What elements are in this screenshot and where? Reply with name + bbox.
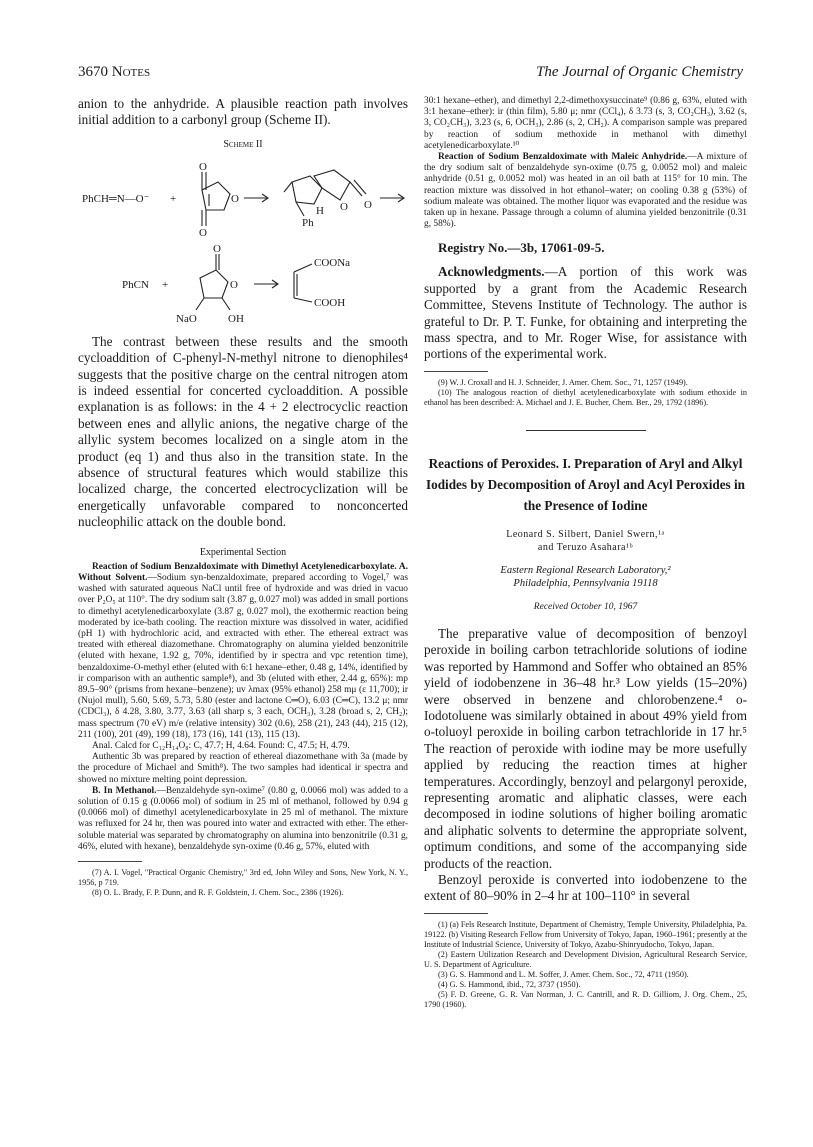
affiliation: Eastern Regional Research Laboratory,² bbox=[500, 564, 671, 576]
affiliation: Philadelphia, Pennsylvania 19118 bbox=[513, 577, 658, 589]
acknowledgments bbox=[424, 264, 747, 362]
right-column bbox=[424, 96, 747, 1010]
footnote: (1) (a) Fels Research Institute, Department of Chemistry, Temple University, Philadelphia, Pa. 19122. (b) Visiting Research Fellow from University of Tokyo, Japan, 1960–1961; presently at the Institute of Industrial Science, University of Tokyo, Azabu-Shinryudocho, Tokyo, Japan. bbox=[424, 919, 747, 949]
paragraph-heading: Acknowledgments. bbox=[438, 264, 545, 280]
footnote: (4) G. S. Hammond, ibid., 72, 3737 (1950). bbox=[438, 979, 581, 989]
footnote: (9) W. J. Croxall and H. J. Schneider, J. Amer. Chem. Soc., 71, 1257 (1949). bbox=[438, 377, 688, 387]
paragraph-text: —Benzaldehyde syn-oxime⁷ (0.80 g, 0.0066 mol) was added to a solution of 0.15 g (0.0066 mol) of sodium in 25 ml of methanol, followed by 0.94 g (0.0066 mol) of dimethyl acetylenedicarboxylate in 25 ml of methanol. The mixture was refluxed for 24 hr, then was poured into water and extracted with ether. The ether-soluble material was separated by chromatography on alumina into benzonitrile (0.31 g, 46%, eluted with hexane), benzaldehyde syn-oxime (0.46 g, 57%, eluted with bbox=[78, 785, 408, 852]
article-title: Reactions of Peroxides. I. Preparation of Aryl and Alkyl Iodides by Decomposition of Aroyl and Acyl Peroxides in the Presence of Iodine bbox=[426, 455, 745, 513]
received-date: Received October 10, 1967 bbox=[533, 601, 638, 612]
paragraph-heading: Reaction of Sodium Benzaldoximate with Maleic Anhydride. bbox=[438, 152, 688, 163]
scheme-label: COONa bbox=[314, 256, 351, 269]
footnote-rule bbox=[78, 861, 142, 862]
scheme-label: O bbox=[364, 198, 372, 211]
authors-line: Leonard S. Silbert, Daniel Swern,¹ᵃ bbox=[506, 528, 665, 540]
paragraph-heading: B. In Methanol. bbox=[92, 785, 157, 796]
scheme-label: + bbox=[170, 192, 177, 205]
footnote: (8) O. L. Brady, F. P. Dunn, and R. F. Goldstein, J. Chem. Soc., 2386 (1926). bbox=[92, 887, 344, 897]
experimental-paragraph bbox=[78, 786, 408, 853]
paragraph-text: —Sodium syn-benzaldoximate, prepared according to Vogel,⁷ was washed with saturated aqueous NaCl until free of hydroxide and was dried in vacuo over P₂O₅ at 110°. The dry sodium salt (3.87 g, 0.027 mol) was added in small portions to dimethyl acetylenedicarboxylate (3.87 g, 0.027 mol), the exothermic reaction being moderated by ice-bath cooling. The reaction mixture was dissolved in water, acidified (pH 1) with hydrochloric acid, and extracted with ether. The ethereal extract was treated with ethereal diazomethane. Chromatography on alumina yielded benzonitrile (eluted with hexane, 1.92 g, 70%, identified by ir spectra and vpc retention time), benzaldoxime-O-methyl ether (eluted with 6:1 hexane–ether, 0.48 g, 14%, identified by ir comparison with an authentic sample⁸), and 3b (eluted with ether, 2.44 g, 65%): mp 89.5–90° (prisms from hexane–benzene); uv λmax (95% ethanol) 258 mμ (ε 11,700); ir (Nujol mull), 5.60, 5.69, 5.73, 5.80 (ester and lactone C═O), 6.03 (C═C), 13.2 μ; nmr (CDCl₃), δ 4.28, 3.80, 3.77, 3.63 (all sharp s, 3 each, OCH₃), 3.28 (broad s, 2, CH₂); mass spectrum (70 eV) m/e (relative intensity) 302 (0.6), 258 (21), 243 (44), 215 (12), 211 (100), 201 (49), 199 (18), 173 (16), 141 (13), 115 (13). bbox=[78, 572, 408, 740]
scheme-label: COOH bbox=[314, 296, 346, 309]
registry-number: Registry No.—3b, 17061-09-5. bbox=[438, 240, 605, 256]
left-column bbox=[78, 96, 408, 898]
journal-name: The Journal of Organic Chemistry bbox=[536, 64, 743, 80]
scheme-label: O bbox=[213, 242, 221, 255]
paragraph-text: —A portion of this work was supported by a grant from the Academic Research Committee, Stevens Institute of Technology. The author is grateful to Dr. P. T. Funke, for obtaining and interpreting the mass spectra, and to Mr. Roger Wise, for assistance with portions of the experimental work. bbox=[424, 264, 747, 362]
scheme-ii-figure bbox=[78, 152, 408, 328]
paragraph-text: —A mixture of the dry sodium salt of benzaldehyde syn-oxime (0.75 g, 0.0052 mol) and maleic anhydride (0.51 g, 0.0052 mol) was heated in an oil bath at 115° for 10 min. The reaction mixture was dissolved in hot ethanol–water; on cooling 0.38 g (53%) of sodium maleate was obtained. The mother liquor was evaporated and the residue was taken up in hexane. Passage through a column of alumina yielded benzonitrile (0.31 g, 58%). bbox=[424, 152, 747, 230]
scheme-label: OH bbox=[228, 312, 244, 325]
footnote: (10) The analogous reaction of diethyl acetylenedicarboxylate with sodium ethoxide in ethanol has been described: A. Michael and J. E. Bucher, Chem. Ber., 29, 1792 (1896). bbox=[424, 387, 747, 407]
footnote-rule bbox=[424, 371, 488, 372]
analysis-paragraph: Anal. Calcd for C₁₂H₁₄O₈: C, 47.7; H, 4.64. Found: C, 47.5; H, 4.79. bbox=[92, 740, 350, 751]
paragraph: The preparative value of decomposition of benzoyl peroxide in boiling carbon tetrachloride solutions of iodine was reported by Hammond and Soffer who obtained an 85% yield of iodobenzene in 36–48 hr.³ Low yields (15–20%) were observed in benzene and chlorobenzene.⁴ o-Iodotoluene was similarly obtained in about 49% yield from o-toluoyl peroxide in boiling carbon tetrachloride in 17 hr.⁵ The reaction of peroxide with iodine may be more usefully applied by reducing the reaction times at higher temperatures. Accordingly, benzoyl and pelargonyl peroxide, representing aromatic and aliphatic classes, were each decomposed in iodine solutions of higher boiling aromatic and aliphatic solvents to determine the appropriate solvent, optimum conditions, and some of the accompanying side products of the reaction. bbox=[424, 625, 747, 871]
article-divider bbox=[526, 430, 646, 431]
scheme-label: PhCN bbox=[122, 278, 149, 291]
paragraph: The contrast between these results and the smooth cycloaddition of C-phenyl-N-methyl nitrone to dienophiles⁴ suggests that the positive charge on the central nitrogen atom is indeed essential for concerted cycloaddition. A possible explanation is as follows: in the 4 + 2 electrocyclic reaction between enes and allylic anions, the negative charge of the allylic system becomes localized on a single atom in the product (eq 1) and thus also in the transition state. In the absence of structural features which would stabilize this localized charge, the concerted electrocyclization will be energetically unfavorable compared to nonconcerted nucleophilic attack on the double bond. bbox=[78, 333, 408, 530]
footnote: (7) A. I. Vogel, "Practical Organic Chemistry," 3rd ed, John Wiley and Sons, New York, N. Y., 1956, p 719. bbox=[78, 867, 408, 887]
paragraph: anion to the anhydride. A plausible reaction path involves initial addition to a carbonyl group (Scheme II). bbox=[78, 96, 408, 128]
page-number: 3670 Notes bbox=[78, 64, 151, 80]
section-heading: Experimental Section bbox=[199, 546, 287, 558]
authors-line: and Teruzo Asahara¹ᵇ bbox=[537, 541, 634, 553]
scheme-label: O bbox=[231, 192, 239, 205]
paragraph: 30:1 hexane–ether), and dimethyl 2,2-dimethoxysuccinate⁹ (0.86 g, 63%, eluted with 3:1 hexane–ether): ir (thin film), 5.80 μ; nmr (CCl₄), δ 3.73 (s, 3, CO₂CH₃), 3.62 (s, 3, CO₂CH₃), 3.23 (s, 6, OCH₃), 2.86 (s, 2, CH₂). A comparison sample was prepared by reaction of sodium methoxide in methanol with dimethyl acetylenedicarboxylate.¹⁰ bbox=[424, 96, 747, 151]
paragraph-heading: Reaction of Sodium Benzaldoximate with Dimethyl Acetylenedicarboxylate. A. Without Solvent. bbox=[78, 561, 408, 583]
experimental-paragraph bbox=[78, 562, 408, 741]
scheme-label: O bbox=[199, 226, 207, 239]
paragraph: Authentic 3b was prepared by reaction of ethereal diazomethane with 3a (made by the procedure of Michael and Smith⁸). The two samples had identical ir spectra and showed no mixture melting point depression. bbox=[78, 752, 408, 785]
experimental-paragraph bbox=[424, 152, 747, 230]
scheme-label: + bbox=[162, 278, 169, 291]
scheme-label: NaO bbox=[176, 312, 197, 325]
scheme-drawing bbox=[78, 152, 408, 328]
footnote: (5) F. D. Greene, G. R. Van Norman, J. C. Cantrill, and R. D. Gilliom, J. Org. Chem., 25, 1790 (1960). bbox=[424, 989, 747, 1009]
scheme-label: Ph bbox=[302, 216, 314, 229]
scheme-label: O bbox=[230, 278, 238, 291]
scheme-label: O bbox=[199, 160, 207, 173]
scheme-label: PhCH═N—O⁻ bbox=[82, 192, 150, 205]
scheme-label: O bbox=[340, 200, 348, 213]
running-header bbox=[78, 64, 743, 84]
paragraph: Benzoyl peroxide is converted into iodobenzene to the extent of 80–90% in 2–4 hr at 100–110° in several bbox=[424, 871, 747, 904]
footnote: (3) G. S. Hammond and L. M. Soffer, J. Amer. Chem. Soc., 72, 4711 (1950). bbox=[438, 969, 689, 979]
footnote-rule bbox=[424, 913, 488, 914]
footnote: (2) Eastern Utilization Research and Development Division, Agricultural Research Service, U. S. Department of Agriculture. bbox=[424, 949, 747, 969]
scheme-title: Scheme II bbox=[223, 138, 263, 150]
scheme-label: H bbox=[316, 204, 324, 217]
